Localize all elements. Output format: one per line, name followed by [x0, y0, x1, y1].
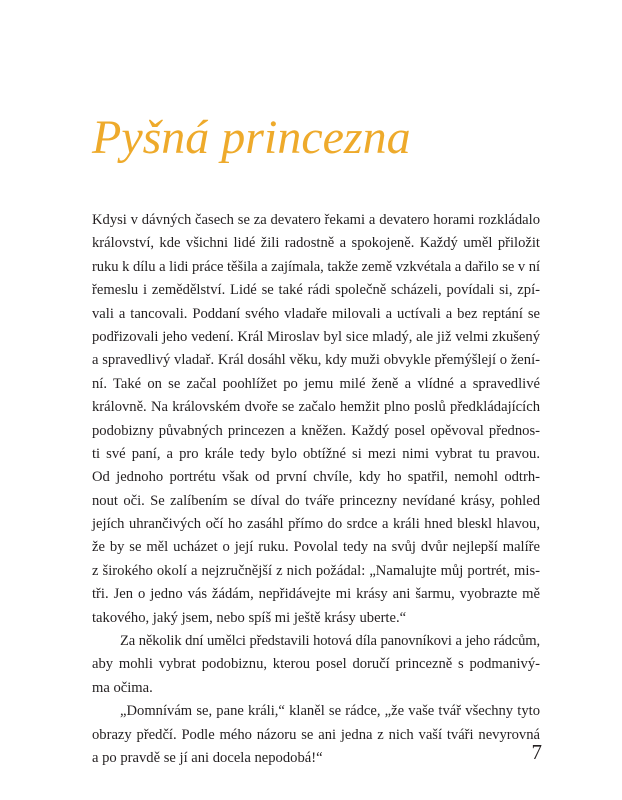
text-line: vali a tancovali. Poddaní svého vladaře milovali a uctívali a bez reptání se [92, 305, 540, 322]
chapter-title: Pyšná princezna [92, 111, 411, 164]
text-line: takového, jaký jsem, nebo spíš mi ještě krásy uberte.“ [92, 609, 407, 626]
text-line: ruku k dílu a lidi práce těšila a zajímala, takže země vzkvétala a dařilo se v ní [92, 258, 540, 275]
text-line: „Domnívám se, pane králi,“ klaněl se rádce, „že vaše tvář všechny tyto [120, 703, 540, 720]
text-line: Kdysi v dávných časech se za devatero řekami a devatero horami rozkládalo [92, 212, 540, 228]
text-line: jejích uhrančivých očí ho zasáhl přímo do srdce a králi hned bleskl hlavou, [92, 516, 540, 533]
text-line: aby mohli vybrat podobiznu, kterou posel doručí princezně s podmanivý- [92, 656, 540, 673]
text-line: podřizovali jeho vedení. Král Miroslav byl sice mladý, ale již velmi zkušený [92, 328, 540, 345]
text-line: že by se měl ucházet o její ruku. Povolal tedy na svůj dvůr nejlepší malíře [92, 539, 540, 556]
text-line: Od jednoho portrétu však od první chvíle, kdy ho spatřil, nemohl odtrh- [92, 469, 540, 486]
text-line: nout oči. Se zalíbením se díval do tváře princezny nevídané krásy, pohled [92, 492, 540, 509]
text-line: obrazy předčí. Podle mého názoru se ani jedna z nich vaší tváři nevyrovná [92, 726, 540, 743]
text-line: podobizny půvabných princezen a kněžen. Každý posel opěvoval přednos- [92, 422, 540, 439]
page-number: 7 [531, 740, 542, 764]
text-line: království, kde všichni lidé žili radostně a spokojeně. Každý uměl přiložit [92, 235, 540, 252]
text-line: ma očima. [92, 679, 153, 696]
text-line: královně. Na královském dvoře se začalo hemžit plno poslů předkládajících [92, 399, 540, 416]
paragraph [92, 700, 540, 770]
text-line: z širokého okolí a nejzručnější z nich požádal: „Namalujte můj portrét, mis- [92, 562, 540, 579]
paragraph [92, 209, 540, 630]
text-line: a spravedlivý vladař. Král dosáhl věku, kdy muži obvykle přemýšlejí o žení- [92, 352, 540, 369]
text-line: řemeslu i zemědělství. Lidé se také rádi společně scházeli, povídali si, zpí- [92, 282, 540, 299]
body-text [92, 209, 540, 770]
paragraph [92, 630, 540, 700]
text-line: a po pravdě se jí ani docela nepodobá!“ [92, 749, 323, 766]
text-line: ti své paní, a pro krále tedy bylo obtížné si mezi nimi vybrat tu pravou. [92, 445, 540, 462]
text-line: ní. Také on se začal poohlížet po jemu milé ženě a vlídné a spravedlivé [92, 375, 540, 392]
text-line: Za několik dní umělci představili hotová díla panovníkovi a jeho rádcům, [120, 633, 540, 650]
text-line: tři. Jen o jedno vás žádám, nepřidávejte mi krásy ani šarmu, vyobrazte mě [92, 586, 540, 603]
